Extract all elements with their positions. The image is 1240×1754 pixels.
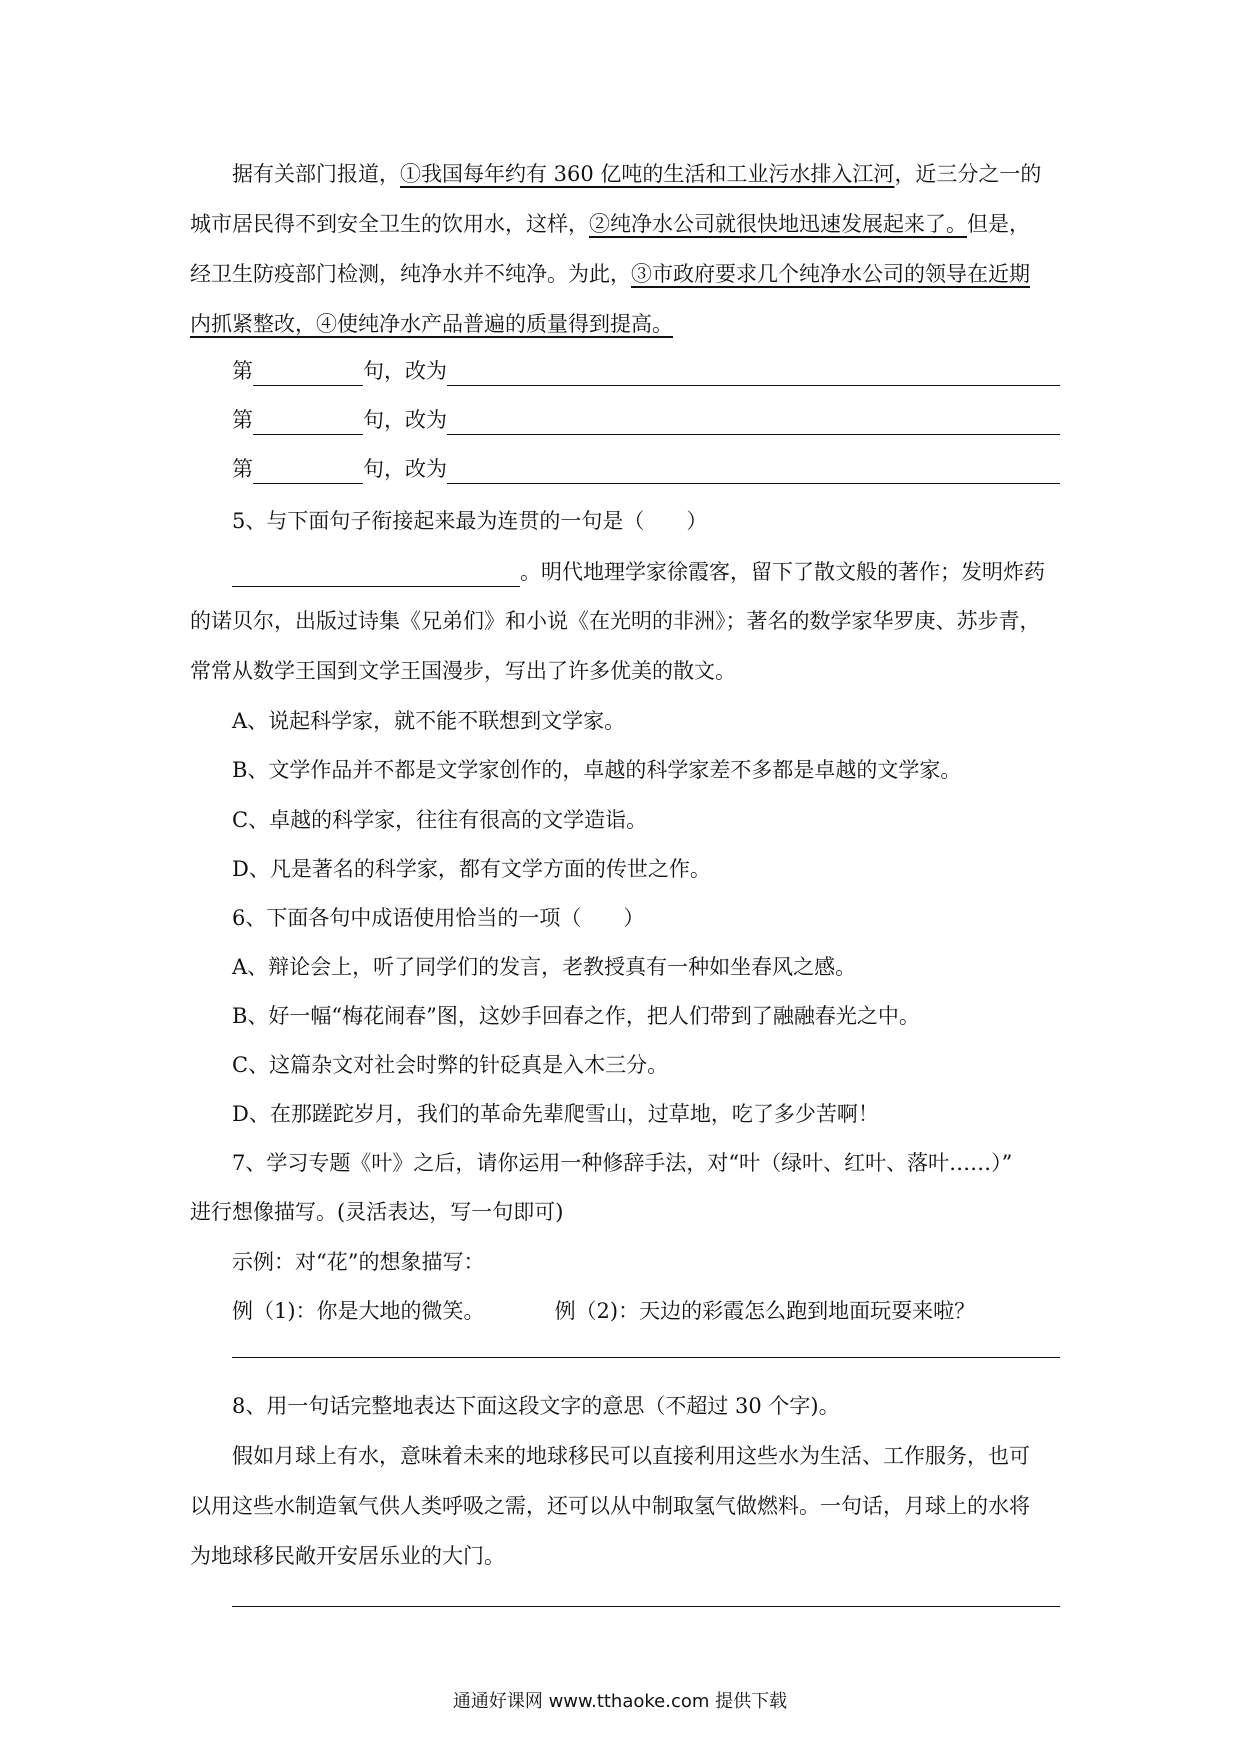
- q7-stem-line-1: 7、学习专题《叶》之后，请你运用一种修辞手法，对“叶（绿叶、红叶、落叶……）”: [232, 1151, 1013, 1175]
- q6-option-d: D、在那蹉跎岁月，我们的革命先辈爬雪山，过草地，吃了多少苦啊！: [232, 1102, 879, 1126]
- fill-prefix: 第: [232, 457, 253, 481]
- q5-option-c: C、卓越的科学家，往往有很高的文学造诣。: [232, 808, 648, 832]
- q4-fill-row: [232, 405, 1060, 435]
- text-span: ，近三分之一的: [894, 162, 1042, 186]
- underlined-sentence-1: ①我国每年约有 360 亿吨的生活和工业污水排入江河: [400, 162, 895, 186]
- q5-option-b: B、文学作品并不都是文学家创作的，卓越的科学家差不多都是卓越的文学家。: [232, 758, 962, 782]
- text-span: 。明代地理学家徐霞客，留下了散文般的著作；发明炸药: [520, 560, 1045, 584]
- text-span: 据有关部门报道，: [232, 162, 400, 186]
- q6-option-b: B、好一幅“梅花闹春”图，这妙手回春之作，把人们带到了融融春光之中。: [232, 1004, 920, 1028]
- underlined-sentence-3: ③市政府要求几个纯净水公司的领导在近期: [631, 262, 1030, 286]
- q8-passage-line-2: 以用这些水制造氧气供人类呼吸之需，还可以从中制取氢气做燃料。一句话，月球上的水将: [190, 1494, 1030, 1518]
- q7-stem-line-2: 进行想像描写。(灵活表达，写一句即可): [190, 1200, 564, 1224]
- q5-stem: 5、与下面句子衔接起来最为连贯的一句是（ ）: [232, 509, 708, 533]
- q6-stem: 6、下面各句中成语使用恰当的一项（ ）: [232, 906, 645, 930]
- q6-option-a: A、辩论会上，听了同学们的发言，老教授真有一种如坐春风之感。: [232, 955, 857, 979]
- q8-passage-line-1: 假如月球上有水，意味着未来的地球移民可以直接利用这些水为生活、工作服务，也可: [232, 1444, 1030, 1468]
- fill-prefix: 第: [232, 359, 253, 383]
- q4-fill-row: [232, 454, 1060, 484]
- sentence-number-blank[interactable]: [253, 355, 363, 386]
- fill-prefix: 第: [232, 408, 253, 432]
- q5-passage-line-2: 的诺贝尔，出版过诗集《兄弟们》和小说《在光明的非洲》；著名的数学家华罗庚、苏步青，: [190, 609, 1041, 633]
- q5-passage-line-3: 常常从数学王国到文学王国漫步，写出了许多优美的散文。: [190, 659, 736, 683]
- text-span: 但是，: [967, 212, 1030, 236]
- text-span: 城市居民得不到安全卫生的饮用水，这样，: [190, 212, 589, 236]
- sentence-number-blank[interactable]: [253, 453, 363, 484]
- example-1: 例（1)：你是大地的微笑。: [232, 1299, 485, 1323]
- q7-examples: [232, 1296, 1060, 1326]
- q8-answer-line[interactable]: [232, 1606, 1060, 1607]
- underlined-sentence-2: ②纯净水公司就很快地迅速发展起来了。: [589, 212, 967, 236]
- page-footer: 通通好课网 www.tthaoke.com 提供下载: [452, 1691, 788, 1712]
- q5-option-d: D、凡是著名的科学家，都有文学方面的传世之作。: [232, 857, 711, 881]
- q4-passage-line-3: [190, 259, 1060, 289]
- q4-passage-line-4: [190, 309, 1060, 339]
- text-span: 经卫生防疫部门检测，纯净水并不纯净。为此，: [190, 262, 631, 286]
- q7-example-intro: 示例：对“花”的想象描写：: [232, 1250, 485, 1274]
- example-2: 例（2)：天边的彩霞怎么跑到地面玩耍来啦？: [554, 1299, 976, 1323]
- correction-blank[interactable]: [447, 355, 1060, 386]
- fill-mid: 句，改为: [363, 408, 447, 432]
- q8-passage-line-3: 为地球移民敞开安居乐业的大门。: [190, 1544, 505, 1568]
- q6-option-c: C、这篇杂文对社会时弊的针砭真是入木三分。: [232, 1053, 669, 1077]
- q4-passage-line-1: [232, 159, 1060, 189]
- correction-blank[interactable]: [447, 453, 1060, 484]
- q7-answer-line[interactable]: [232, 1357, 1060, 1358]
- correction-blank[interactable]: [447, 404, 1060, 435]
- fill-mid: 句，改为: [363, 457, 447, 481]
- q8-stem: 8、用一句话完整地表达下面这段文字的意思（不超过 30 个字)。: [232, 1394, 840, 1418]
- answer-blank[interactable]: [232, 556, 520, 587]
- q4-passage-line-2: [190, 209, 1060, 239]
- q5-passage-line-1: [232, 556, 1060, 587]
- q5-option-a: A、说起科学家，就不能不联想到文学家。: [232, 709, 626, 733]
- underlined-sentence-4: 内抓紧整改，④使纯净水产品普遍的质量得到提高。: [190, 312, 673, 336]
- sentence-number-blank[interactable]: [253, 404, 363, 435]
- fill-mid: 句，改为: [363, 359, 447, 383]
- q4-fill-row: [232, 356, 1060, 386]
